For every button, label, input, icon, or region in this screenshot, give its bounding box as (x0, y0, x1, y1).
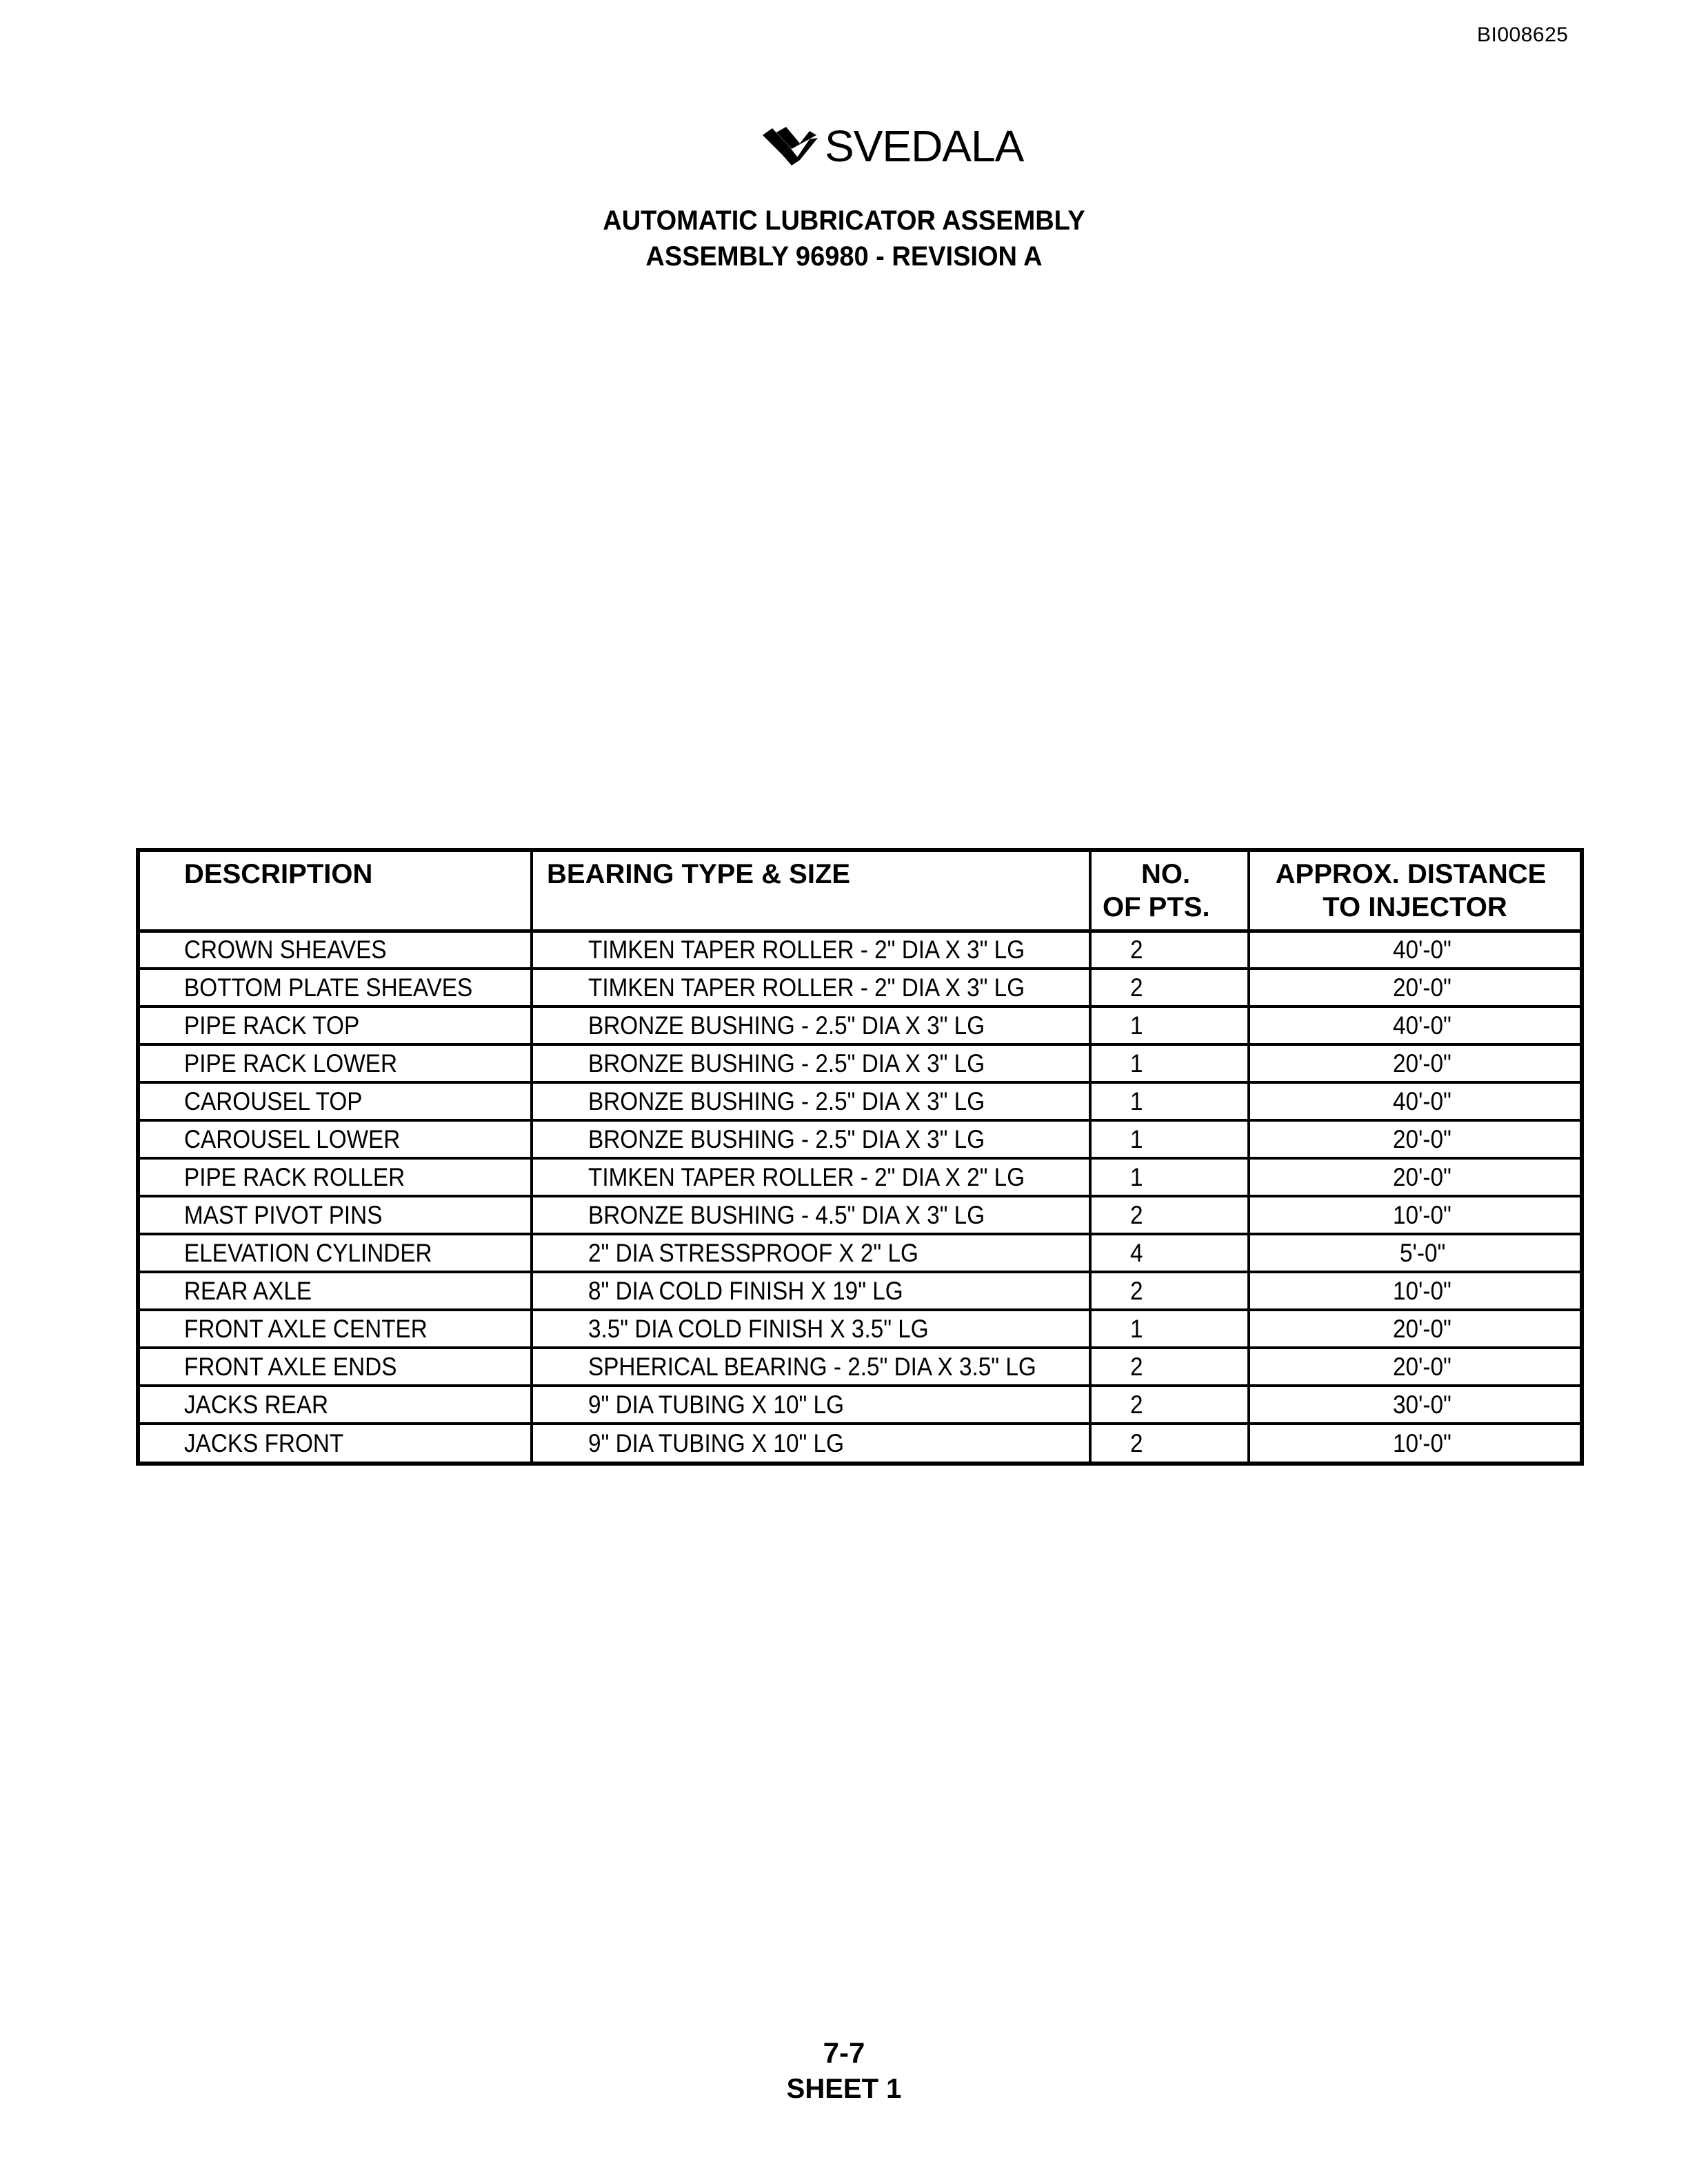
cell-points-text: 2 (1130, 1276, 1143, 1305)
table-row (140, 1196, 1580, 1234)
cell-bearing-text: TIMKEN TAPER ROLLER - 2" DIA X 3" LG (588, 935, 1025, 964)
cell-points-text: 4 (1130, 1238, 1143, 1267)
cell-bearing-text: BRONZE BUSHING - 2.5" DIA X 3" LG (588, 1124, 985, 1153)
cell-points-text: 1 (1130, 1124, 1143, 1153)
cell-distance-text: 20'-0" (1392, 1162, 1451, 1191)
cell-description-text: CAROUSEL TOP (184, 1086, 363, 1115)
table-row (140, 931, 1580, 969)
lubrication-points-table (136, 848, 1584, 1466)
header-distance: APPROX. DISTANCE TO INJECTOR (1249, 852, 1580, 931)
cell-points (1090, 1272, 1249, 1310)
cell-bearing (532, 1007, 1090, 1044)
cell-distance-text: 20'-0" (1392, 1352, 1451, 1381)
cell-description (140, 1234, 532, 1272)
table-row (140, 1234, 1580, 1272)
cell-description-text: PIPE RACK LOWER (184, 1049, 398, 1078)
cell-bearing-text: 9" DIA TUBING X 10" LG (588, 1390, 844, 1419)
cell-points-text: 1 (1130, 1011, 1143, 1040)
cell-bearing-text: BRONZE BUSHING - 2.5" DIA X 3" LG (588, 1049, 985, 1078)
svedala-logo (761, 121, 1023, 171)
cell-description (140, 1007, 532, 1044)
cell-distance-text: 30'-0" (1392, 1390, 1451, 1419)
cell-bearing-text: 3.5" DIA COLD FINISH X 3.5" LG (588, 1314, 929, 1343)
cell-points-text: 2 (1130, 935, 1143, 964)
table-row (140, 969, 1580, 1007)
sheet-label: SHEET 1 (786, 2074, 902, 2104)
cell-points (1090, 1234, 1249, 1272)
table-row (140, 1007, 1580, 1044)
cell-description (140, 1424, 532, 1462)
cell-description-text: FRONT AXLE CENTER (184, 1314, 428, 1343)
cell-description-text: PIPE RACK TOP (184, 1011, 360, 1040)
cell-description (140, 1158, 532, 1196)
cell-distance (1249, 931, 1580, 969)
cell-description-text: BOTTOM PLATE SHEAVES (184, 973, 473, 1002)
cell-points-text: 2 (1130, 1428, 1143, 1457)
cell-distance-text: 10'-0" (1392, 1200, 1451, 1229)
cell-distance (1249, 1044, 1580, 1082)
cell-distance (1249, 1196, 1580, 1234)
cell-points-text: 2 (1130, 1390, 1143, 1419)
cell-points-text: 2 (1130, 1352, 1143, 1381)
cell-bearing (532, 1424, 1090, 1462)
cell-bearing-text: 8" DIA COLD FINISH X 19" LG (588, 1276, 903, 1305)
cell-points (1090, 1158, 1249, 1196)
document-id: BI008625 (1477, 23, 1569, 46)
cell-distance (1249, 1348, 1580, 1386)
cell-distance (1249, 1424, 1580, 1462)
cell-description-text: CROWN SHEAVES (184, 935, 387, 964)
cell-description-text: JACKS REAR (184, 1390, 329, 1419)
cell-bearing (532, 1196, 1090, 1234)
header-bearing: BEARING TYPE & SIZE (532, 852, 1090, 931)
table-row (140, 1082, 1580, 1120)
table-row (140, 1158, 1580, 1196)
cell-description (140, 1272, 532, 1310)
header-description: DESCRIPTION (140, 852, 532, 931)
cell-distance-text: 10'-0" (1392, 1428, 1451, 1457)
cell-description-text: FRONT AXLE ENDS (184, 1352, 397, 1381)
cell-points (1090, 1424, 1249, 1462)
cell-bearing (532, 1234, 1090, 1272)
table-header-row (140, 852, 1580, 931)
cell-bearing (532, 1120, 1090, 1158)
cell-bearing-text: TIMKEN TAPER ROLLER - 2" DIA X 3" LG (588, 973, 1025, 1002)
title-line-2: ASSEMBLY 96980 - REVISION A (645, 241, 1043, 272)
table-row (140, 1386, 1580, 1424)
cell-points (1090, 1082, 1249, 1120)
cell-description (140, 1386, 532, 1424)
cell-distance (1249, 1082, 1580, 1120)
cell-bearing (532, 1348, 1090, 1386)
cell-distance-text: 20'-0" (1392, 1314, 1451, 1343)
cell-distance (1249, 1158, 1580, 1196)
cell-bearing-text: BRONZE BUSHING - 2.5" DIA X 3" LG (588, 1086, 985, 1115)
cell-description-text: REAR AXLE (184, 1276, 312, 1305)
cell-bearing (532, 1310, 1090, 1348)
cell-points-text: 1 (1130, 1086, 1143, 1115)
cell-points-text: 1 (1130, 1314, 1143, 1343)
cell-distance-text: 20'-0" (1392, 1124, 1451, 1153)
cell-description (140, 1044, 532, 1082)
cell-distance-text: 40'-0" (1392, 1086, 1451, 1115)
logo-wordmark: SVEDALA (825, 121, 1024, 171)
cell-description-text: MAST PIVOT PINS (184, 1200, 383, 1229)
cell-points-text: 1 (1130, 1162, 1143, 1191)
cell-bearing (532, 1082, 1090, 1120)
cell-description-text: PIPE RACK ROLLER (184, 1162, 405, 1191)
cell-points (1090, 931, 1249, 969)
cell-distance-text: 10'-0" (1392, 1276, 1451, 1305)
cell-distance-text: 20'-0" (1392, 973, 1451, 1002)
cell-bearing (532, 1158, 1090, 1196)
cell-description (140, 969, 532, 1007)
cell-points (1090, 1007, 1249, 1044)
table-row (140, 1120, 1580, 1158)
cell-bearing (532, 931, 1090, 969)
cell-distance-text: 5'-0" (1400, 1238, 1446, 1267)
cell-points (1090, 1310, 1249, 1348)
cell-bearing (532, 969, 1090, 1007)
cell-bearing-text: BRONZE BUSHING - 2.5" DIA X 3" LG (588, 1011, 985, 1040)
cell-description (140, 931, 532, 969)
cell-bearing-text: SPHERICAL BEARING - 2.5" DIA X 3.5" LG (588, 1352, 1036, 1381)
cell-bearing (532, 1386, 1090, 1424)
cell-distance (1249, 1007, 1580, 1044)
table-row (140, 1310, 1580, 1348)
table-row (140, 1348, 1580, 1386)
cell-points (1090, 1348, 1249, 1386)
cell-description-text: JACKS FRONT (184, 1428, 344, 1457)
cell-distance (1249, 1120, 1580, 1158)
cell-distance (1249, 1234, 1580, 1272)
cell-bearing-text: 9" DIA TUBING X 10" LG (588, 1428, 844, 1457)
page-number: 7-7 (823, 2036, 865, 2069)
cell-description (140, 1082, 532, 1120)
cell-distance (1249, 969, 1580, 1007)
cell-points-text: 1 (1130, 1049, 1143, 1078)
cell-points (1090, 1120, 1249, 1158)
cell-points (1090, 1044, 1249, 1082)
cell-points (1090, 1386, 1249, 1424)
cell-distance (1249, 1272, 1580, 1310)
page-footer (0, 2035, 1688, 2107)
header-points: NO. OF PTS. (1090, 852, 1249, 931)
cell-points-text: 2 (1130, 1200, 1143, 1229)
table-row (140, 1272, 1580, 1310)
cell-points (1090, 1196, 1249, 1234)
cell-distance (1249, 1310, 1580, 1348)
cell-bearing-text: BRONZE BUSHING - 4.5" DIA X 3" LG (588, 1200, 985, 1229)
cell-distance-text: 40'-0" (1392, 1011, 1451, 1040)
cell-description (140, 1120, 532, 1158)
cell-distance-text: 20'-0" (1392, 1049, 1451, 1078)
cell-distance-text: 40'-0" (1392, 935, 1451, 964)
table-body (140, 931, 1580, 1462)
cell-description (140, 1196, 532, 1234)
cell-description-text: ELEVATION CYLINDER (184, 1238, 432, 1267)
title-line-1: AUTOMATIC LUBRICATOR ASSEMBLY (603, 205, 1085, 236)
cell-bearing-text: TIMKEN TAPER ROLLER - 2" DIA X 2" LG (588, 1162, 1025, 1191)
cell-points-text: 2 (1130, 973, 1143, 1002)
document-title (42, 203, 1646, 274)
cell-bearing-text: 2" DIA STRESSPROOF X 2" LG (588, 1238, 918, 1267)
cell-bearing (532, 1272, 1090, 1310)
cell-description (140, 1348, 532, 1386)
cell-description (140, 1310, 532, 1348)
cell-distance (1249, 1386, 1580, 1424)
parts-table (140, 852, 1580, 1462)
table-row (140, 1424, 1580, 1462)
cell-points (1090, 969, 1249, 1007)
svedala-logo-mark-icon (761, 125, 819, 167)
cell-bearing (532, 1044, 1090, 1082)
table-row (140, 1044, 1580, 1082)
cell-description-text: CAROUSEL LOWER (184, 1124, 401, 1153)
